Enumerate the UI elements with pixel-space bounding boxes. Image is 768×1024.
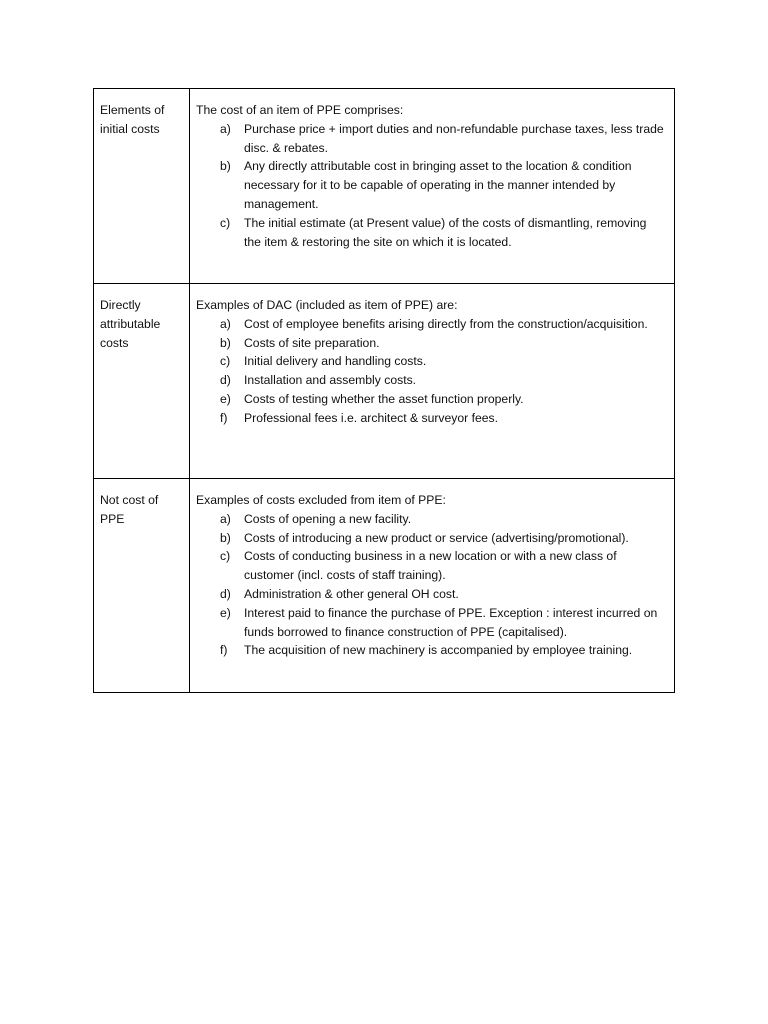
- list-item: [196, 120, 666, 158]
- list-item: [196, 604, 666, 642]
- list-marker: a): [220, 121, 231, 136]
- list-marker: c): [220, 354, 231, 369]
- list-item: [196, 371, 666, 390]
- list-item: [196, 409, 666, 428]
- list-item-text: Costs of site preparation.: [244, 335, 380, 350]
- list-marker: c): [220, 215, 231, 230]
- list-item-text: Initial delivery and handling costs.: [244, 354, 427, 369]
- list-item-text: Professional fees i.e. architect & surveyor fees.: [244, 410, 499, 425]
- row-content-cell: [190, 89, 675, 284]
- row-intro: The cost of an item of PPE comprises:: [196, 103, 404, 117]
- ppe-cost-table: [93, 88, 675, 693]
- list-marker: f): [220, 410, 228, 425]
- item-list: [196, 510, 666, 660]
- list-item-text: The initial estimate (at Present value) of the costs of dismantling, removing the item & restoring the site on which it is located.: [244, 215, 647, 249]
- list-item: [196, 352, 666, 371]
- list-item-text: Costs of conducting business in a new location or with a new class of customer (incl. costs of staff training).: [244, 549, 617, 583]
- table-row: [94, 479, 675, 693]
- list-item-text: Costs of testing whether the asset function properly.: [244, 391, 524, 406]
- list-marker: a): [220, 316, 231, 331]
- list-marker: d): [220, 373, 231, 388]
- list-marker: b): [220, 159, 231, 174]
- list-item-text: Any directly attributable cost in bringing asset to the location & condition necessary for it to be capable of operating in the manner intended by management.: [244, 159, 632, 211]
- list-item-text: The acquisition of new machinery is accompanied by employee training.: [244, 643, 633, 658]
- list-item: [196, 585, 666, 604]
- list-marker: b): [220, 335, 231, 350]
- row-label: Directly attributable costs: [100, 298, 161, 350]
- list-item: [196, 334, 666, 353]
- list-item: [196, 315, 666, 334]
- list-item-text: Costs of introducing a new product or service (advertising/promotional).: [244, 530, 629, 545]
- list-marker: e): [220, 391, 231, 406]
- list-marker: d): [220, 586, 231, 601]
- list-item: [196, 390, 666, 409]
- list-marker: a): [220, 511, 231, 526]
- row-intro: Examples of DAC (included as item of PPE) are:: [196, 298, 458, 312]
- row-intro: Examples of costs excluded from item of PPE:: [196, 493, 446, 507]
- list-marker: f): [220, 643, 228, 658]
- list-item-text: Cost of employee benefits arising directly from the construction/acquisition.: [244, 316, 648, 331]
- table-row: [94, 284, 675, 479]
- list-item: [196, 157, 666, 213]
- row-content-cell: [190, 479, 675, 693]
- row-label-cell: [94, 284, 190, 479]
- row-label: Not cost of PPE: [100, 493, 159, 526]
- row-content-cell: [190, 284, 675, 479]
- list-item-text: Costs of opening a new facility.: [244, 511, 412, 526]
- list-item-text: Purchase price + import duties and non-refundable purchase taxes, less trade disc. & rebates.: [244, 121, 664, 155]
- list-item: [196, 510, 666, 529]
- list-item: [196, 214, 666, 252]
- list-marker: b): [220, 530, 231, 545]
- list-item-text: Administration & other general OH cost.: [244, 586, 459, 601]
- item-list: [196, 315, 666, 428]
- list-item: [196, 641, 666, 660]
- list-item-text: Installation and assembly costs.: [244, 373, 417, 388]
- row-label-cell: [94, 89, 190, 284]
- item-list: [196, 120, 666, 252]
- row-label: Elements of initial costs: [100, 103, 165, 136]
- list-marker: c): [220, 549, 231, 564]
- list-item-text: Interest paid to finance the purchase of PPE. Exception : interest incurred on funds borrowed to finance construction of PPE (capitalised).: [244, 605, 658, 639]
- list-marker: e): [220, 605, 231, 620]
- table-row: [94, 89, 675, 284]
- row-label-cell: [94, 479, 190, 693]
- list-item: [196, 529, 666, 548]
- list-item: [196, 547, 666, 585]
